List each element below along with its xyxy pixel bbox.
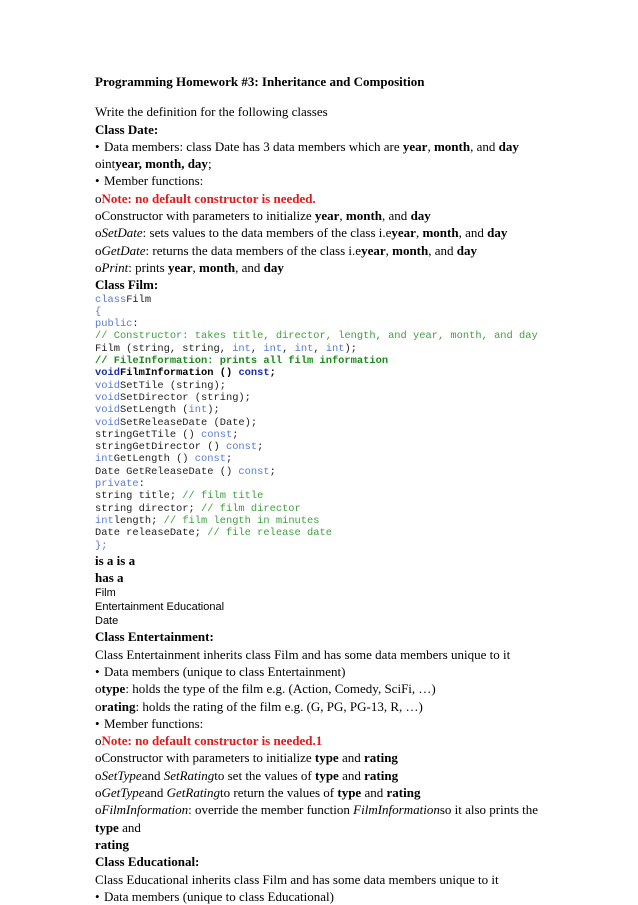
- bullet-icon: •: [95, 888, 100, 904]
- code-line: stringGetDirector () const;: [95, 441, 264, 454]
- date-setdate: oSetDate: sets values to the data members of the class i.eyear, month, and day: [95, 225, 508, 241]
- film-heading: Class Film:: [95, 277, 159, 293]
- code-line: Film (string, string, int, int, int, int);: [95, 342, 357, 355]
- bullet-icon: •: [95, 663, 100, 679]
- bullet-icon: •: [95, 715, 100, 731]
- entertainment-intro: Class Entertainment inherits class Film and has some data members unique to it: [95, 646, 511, 662]
- bullet-icon: •: [95, 138, 100, 154]
- diagram-subclasses: Entertainment Educational: [95, 601, 225, 614]
- code-line: stringGetTile () const;: [95, 428, 239, 441]
- code-line: voidSetDirector (string);: [95, 391, 251, 404]
- code-line: // FileInformation: prints all film information: [95, 355, 389, 368]
- code-line: voidSetLength (int);: [95, 404, 220, 417]
- date-print: oPrint: prints year, month, and day: [95, 259, 284, 275]
- educational-data-members: • Data members (unique to class Educational): [95, 888, 334, 904]
- code-line: intlength; // film length in minutes: [95, 514, 320, 527]
- relation-is-a: is a is a: [95, 552, 136, 568]
- bullet-icon: •: [95, 173, 100, 189]
- code-line: public:: [95, 318, 139, 331]
- entertainment-note: oNote: no default constructor is needed.1: [95, 733, 323, 749]
- relation-has-a: has a: [95, 570, 124, 586]
- date-constructor: oConstructor with parameters to initialize year, month, and day: [95, 208, 431, 224]
- code-line: {: [95, 305, 102, 318]
- date-member-functions: • Member functions:: [95, 173, 204, 189]
- code-line: Date releaseDate; // file release date: [95, 527, 332, 540]
- entertainment-data-members: • Data members (unique to class Entertainment): [95, 663, 346, 679]
- code-line: // Constructor: takes title, director, length, and year, month, and day: [95, 330, 538, 343]
- intro-text: Write the definition for the following classes: [95, 104, 328, 120]
- code-line: Date GetReleaseDate () const;: [95, 465, 276, 478]
- code-line: string director; // film director: [95, 502, 301, 515]
- diagram-date: Date: [95, 615, 119, 628]
- date-heading: Class Date:: [95, 121, 159, 137]
- diagram-film: Film: [95, 587, 116, 600]
- entertainment-filminfo-rating: rating: [95, 836, 129, 852]
- code-line: voidSetReleaseDate (Date);: [95, 416, 258, 429]
- document-body: [95, 73, 615, 905]
- code-line: voidSetTile (string);: [95, 379, 226, 392]
- entertainment-filminfo-cont: type and: [95, 819, 141, 835]
- entertainment-heading: Class Entertainment:: [95, 629, 214, 645]
- entertainment-setters: oSetTypeand SetRatingto set the values of type and rating: [95, 767, 399, 783]
- entertainment-getters: oGetTypeand GetRatingto return the values of type and rating: [95, 785, 421, 801]
- code-line: classFilm: [95, 293, 152, 306]
- date-data-members: • Data members: class Date has 3 data members which are year, month, and day: [95, 138, 519, 154]
- code-line: voidFilmInformation () const;: [95, 367, 276, 380]
- entertainment-constructor: oConstructor with parameters to initialize type and rating: [95, 750, 398, 766]
- educational-heading: Class Educational:: [95, 854, 200, 870]
- code-line: private:: [95, 478, 145, 491]
- code-line: };: [95, 539, 108, 552]
- date-declaration: ointyear, month, day;: [95, 156, 212, 172]
- educational-intro: Class Educational inherits class Film and has some data members unique to it: [95, 871, 499, 887]
- document-title: Programming Homework #3: Inheritance and Composition: [95, 74, 425, 89]
- film-code-block: [95, 294, 615, 552]
- code-line: intGetLength () const;: [95, 453, 233, 466]
- code-line: string title; // film title: [95, 490, 264, 503]
- entertainment-member-functions: • Member functions:: [95, 715, 204, 731]
- entertainment-filminfo: oFilmInformation: override the member function FilmInformationso it also prints the: [95, 802, 539, 818]
- date-note: oNote: no default constructor is needed.: [95, 190, 316, 206]
- entertainment-type: otype: holds the type of the film e.g. (Action, Comedy, SciFi, …): [95, 681, 436, 697]
- date-getdate: oGetDate: returns the data members of the class i.eyear, month, and day: [95, 242, 477, 258]
- entertainment-rating: orating: holds the rating of the film e.g. (G, PG, PG-13, R, …): [95, 698, 423, 714]
